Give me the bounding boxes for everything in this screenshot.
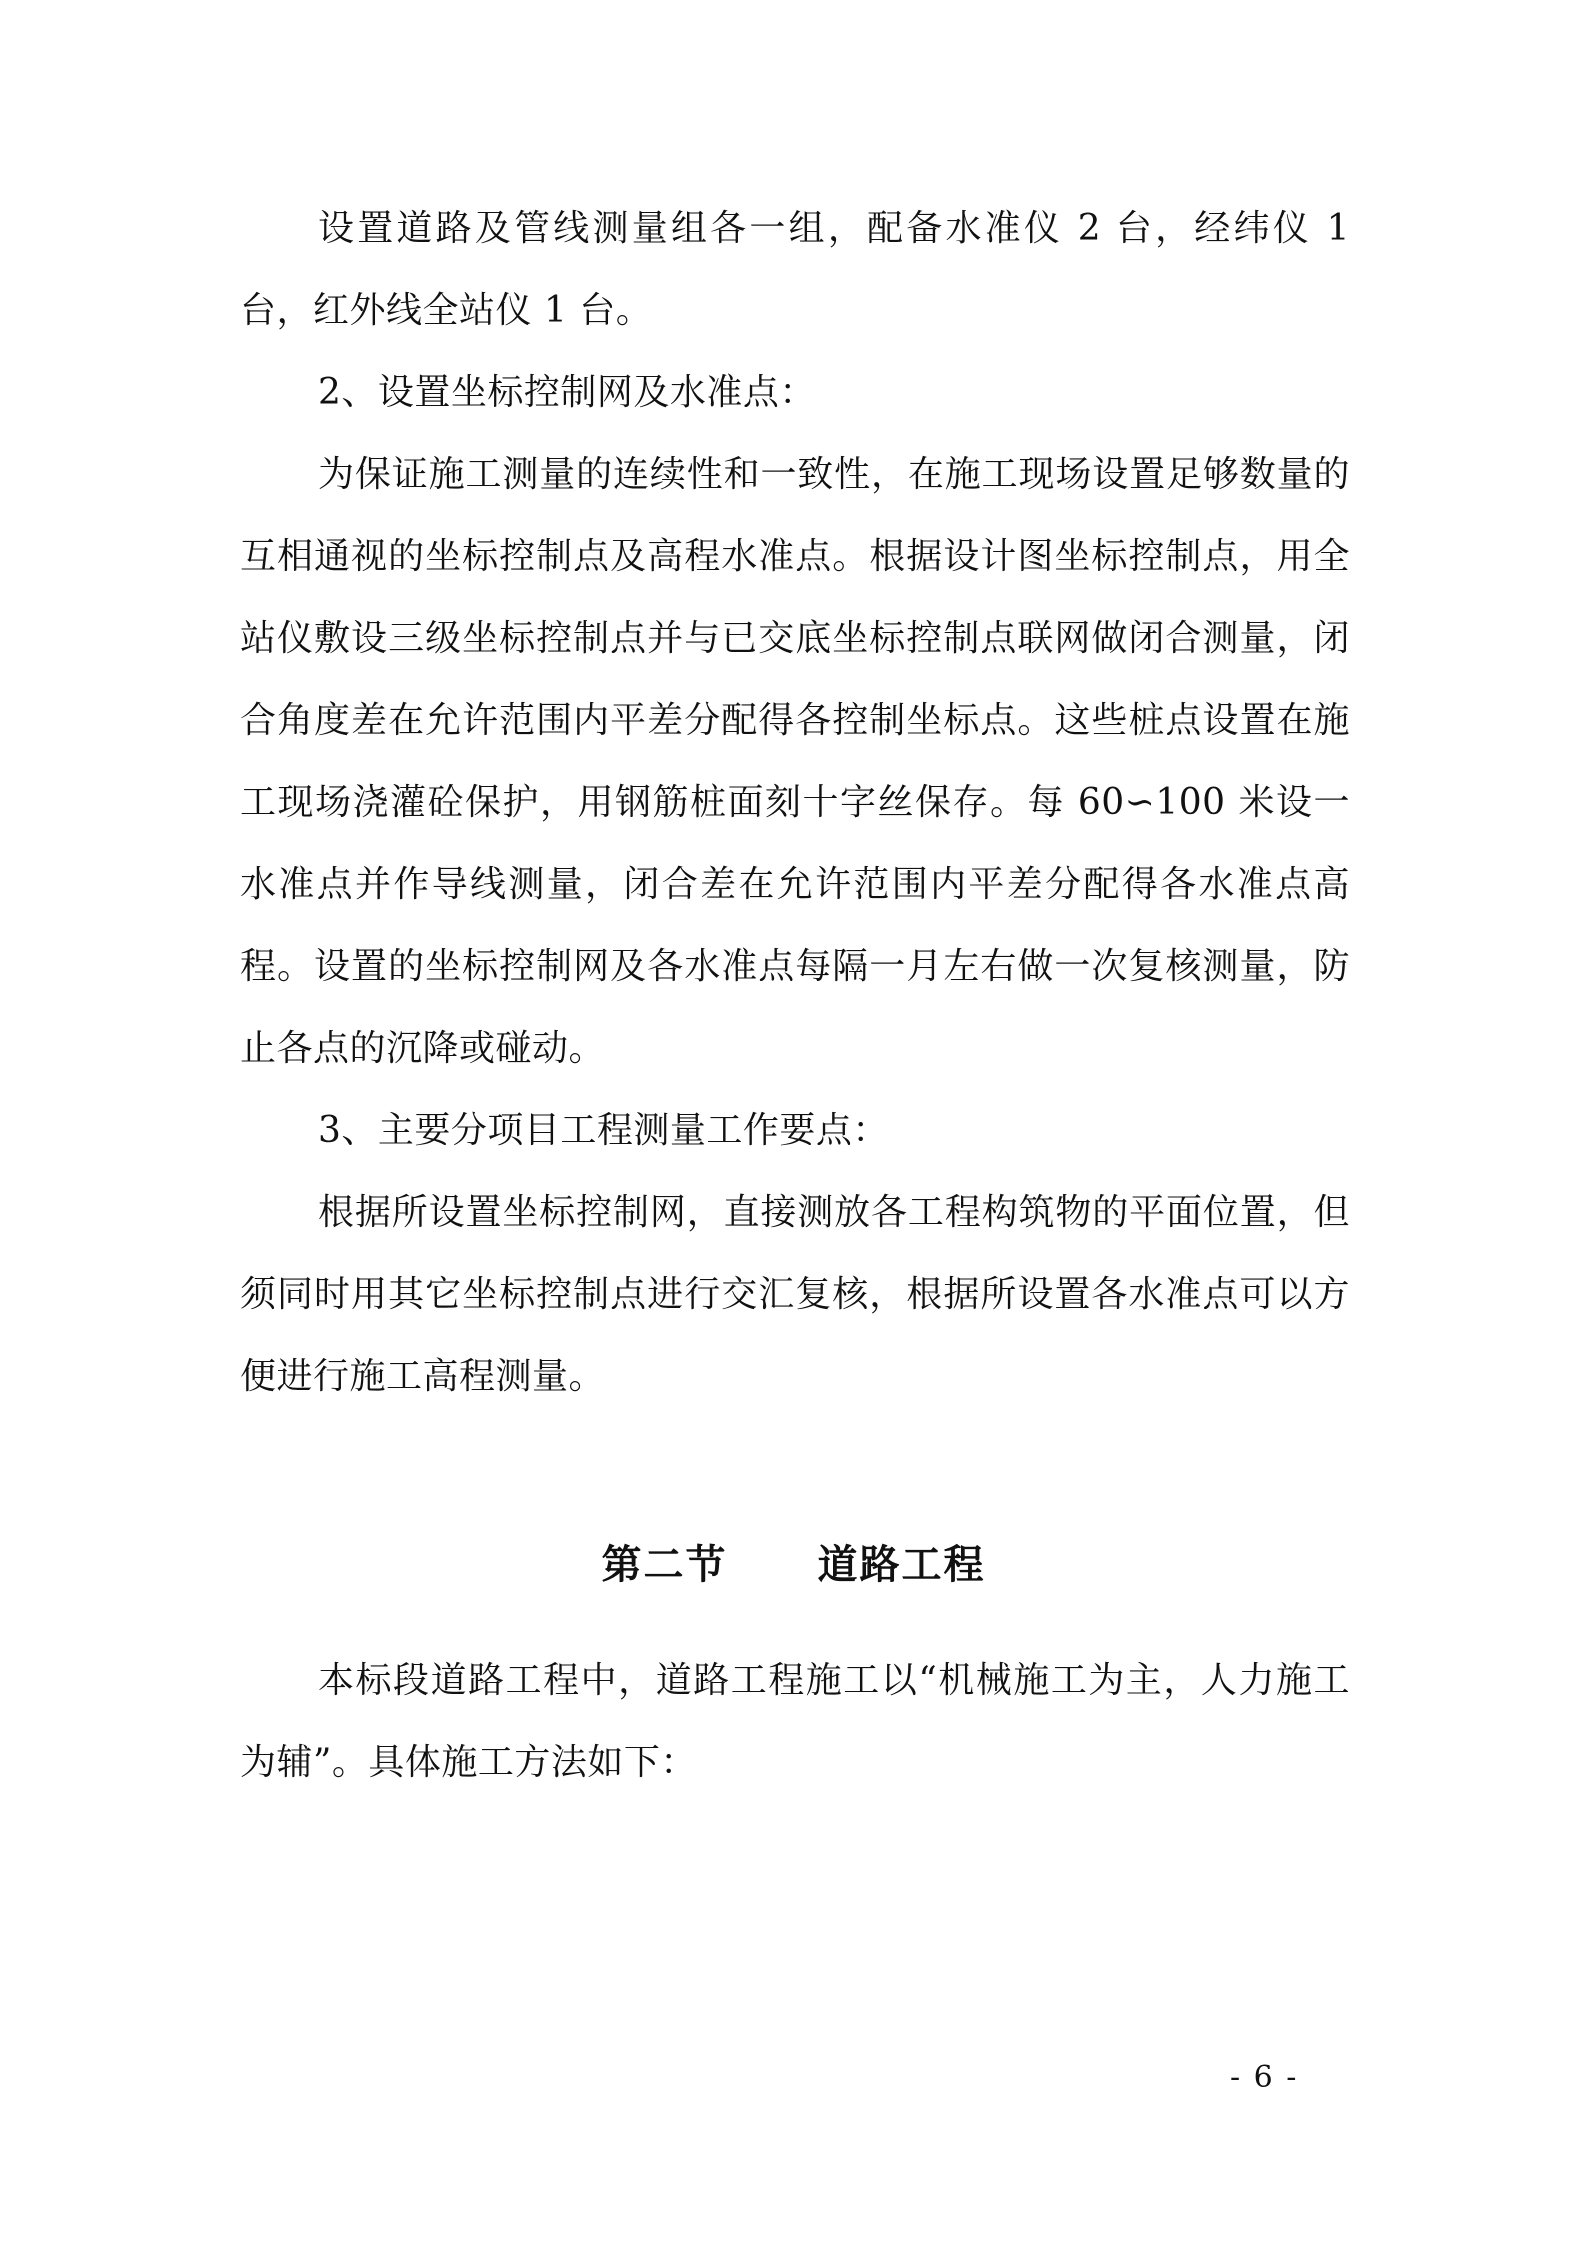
body-text — [240, 188, 1350, 1418]
section-number: 第二节 — [601, 1542, 728, 1588]
paragraph-survey-points: 根据所设置坐标控制网，直接测放各工程构筑物的平面位置，但须同时用其它坐标控制点进行交汇复核，根据所设置各水准点可以方便进行施工高程测量。 — [240, 1192, 1350, 1397]
page-number: - 6 - — [1230, 2060, 1299, 2095]
paragraph-control-network: 为保证施工测量的连续性和一致性，在施工现场设置足够数量的互相通视的坐标控制点及高程水准点。根据设计图坐标控制点，用全站仪敷设三级坐标控制点并与已交底坐标控制点联网做闭合测量，闭合角度差在允许范围内平差分配得各控制坐标点。这些桩点设置在施工现场浇灌砼保护，用钢筋桩面刻十字丝保存。每 60∽100 米设一水准点并作导线测量，闭合差在允许范围内平差分配得各水准点高程。设置的坐标控制网及各水准点每隔一月左右做一次复核测量，防止各点的沉降或碰动。 — [240, 454, 1350, 1069]
paragraph-equipment: 设置道路及管线测量组各一组，配备水准仪 2 台，经纬仪 1 台，红外线全站仪 1 台。 — [240, 208, 1350, 331]
heading-survey-points: 3、主要分项目工程测量工作要点： — [318, 1110, 889, 1151]
section-body — [240, 1640, 1350, 1804]
paragraph-road-intro: 本标段道路工程中，道路工程施工以“机械施工为主，人力施工为辅”。具体施工方法如下： — [240, 1660, 1350, 1783]
section-name: 道路工程 — [817, 1542, 986, 1588]
section-title — [0, 1525, 1587, 1605]
heading-control-network: 2、设置坐标控制网及水准点： — [318, 372, 816, 413]
